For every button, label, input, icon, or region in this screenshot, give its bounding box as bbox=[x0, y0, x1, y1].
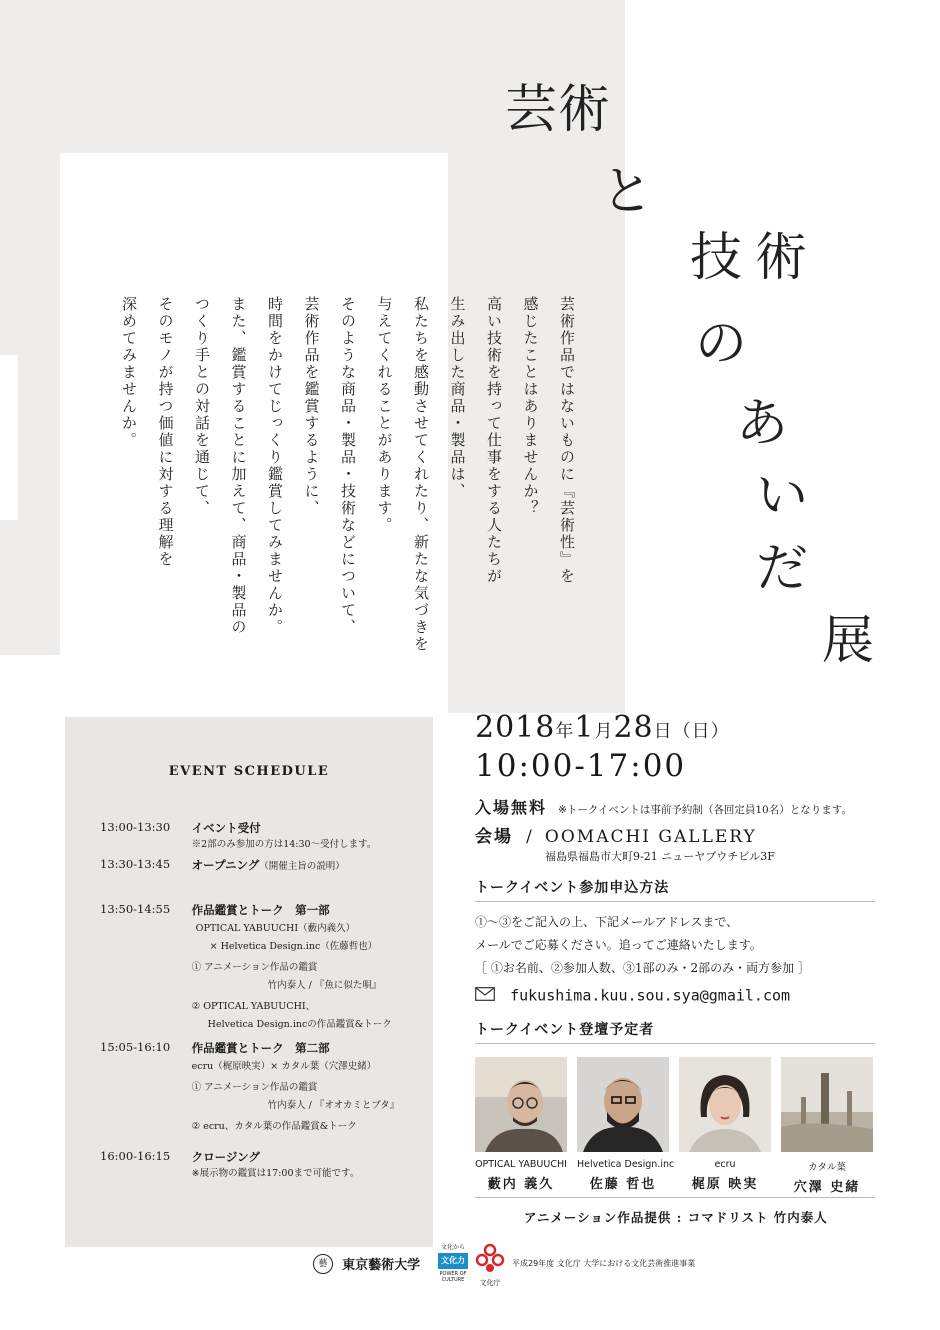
agency-emblem-icon bbox=[473, 1242, 507, 1274]
schedule-note: ※2部のみ参加の方は14:30～受付します。 bbox=[191, 839, 377, 850]
bunkaryoku-logo bbox=[438, 1242, 468, 1296]
intro-line: 時間をかけてじっくり鑑賞してみませんか。 bbox=[266, 296, 284, 636]
bunkaryoku-logo-mark: 文化力 bbox=[438, 1253, 468, 1269]
admission-note: ※トークイベントは事前予約制（各回定員10名）となります。 bbox=[558, 804, 852, 816]
program-name: 平成29年度 文化庁 大学における文化芸術推進事業 bbox=[512, 1259, 696, 1268]
schedule-detail: 竹内泰人 / 『オオカミとブタ』 bbox=[267, 1100, 400, 1111]
schedule-detail: OPTICAL YABUUCHI（藪内義久） bbox=[195, 923, 356, 934]
schedule-title: 作品鑑賞とトーク 第二部 bbox=[191, 1041, 330, 1055]
schedule-detail: ① アニメーション作品の鑑賞 bbox=[191, 1082, 318, 1093]
speaker-photo bbox=[781, 1057, 873, 1152]
schedule-title: オープニング bbox=[191, 858, 260, 872]
intro-line: 高い技術を持って仕事をする人たちが bbox=[485, 296, 503, 585]
intro-line: 感じたことはありませんか？ bbox=[521, 296, 540, 517]
intro-line: そのような商品・製品・技術などについて、 bbox=[339, 296, 357, 636]
schedule-row bbox=[100, 857, 345, 873]
schedule-time: 13:30-13:45 bbox=[100, 857, 171, 871]
speaker-name: 藪内 義久 bbox=[487, 1177, 555, 1192]
schedule-row bbox=[100, 1149, 359, 1179]
schedule-time: 13:50-14:55 bbox=[100, 902, 171, 916]
venue-separator: / bbox=[526, 827, 532, 847]
university-name: 東京藝術大学 bbox=[342, 1258, 421, 1273]
agency-name: 文化庁 bbox=[479, 1279, 501, 1287]
intro-line: 芸術作品を鑑賞するように、 bbox=[302, 296, 321, 517]
title-char: 展 bbox=[822, 611, 875, 671]
speaker-name: 佐藤 哲也 bbox=[589, 1177, 657, 1192]
schedule-time: 15:05-16:10 bbox=[100, 1040, 171, 1054]
event-schedule-panel bbox=[65, 717, 433, 1247]
speaker-name: 梶原 映実 bbox=[691, 1177, 759, 1192]
schedule-detail: × Helvetica Design.inc（佐藤哲也） bbox=[209, 941, 378, 952]
speaker-org: Helvetica Design.inc bbox=[577, 1159, 675, 1170]
speaker-name: 穴澤 史緒 bbox=[793, 1180, 861, 1195]
speakers-heading: トークイベント登壇予定者 bbox=[475, 1022, 655, 1038]
venue bbox=[475, 822, 757, 847]
venue-label: 会場 bbox=[475, 827, 513, 847]
speaker-card bbox=[781, 1057, 873, 1195]
bunkaryoku-logo-bottom: POWER OF CULTURE bbox=[439, 1271, 467, 1283]
schedule-detail: ② OPTICAL YABUUCHI、 bbox=[191, 1001, 316, 1012]
admission bbox=[475, 795, 852, 818]
intro-line: 私たちを感動させてくれたり、新たな気づきを bbox=[412, 296, 430, 653]
date-month: 1 bbox=[574, 710, 595, 745]
divider bbox=[475, 1197, 875, 1198]
speaker-org: ecru bbox=[714, 1159, 736, 1170]
intro-line: そのモノが持つ価値に対する理解を bbox=[156, 296, 175, 568]
apply-heading: トークイベント参加申込方法 bbox=[475, 880, 670, 896]
schedule-time: 16:00-16:15 bbox=[100, 1149, 171, 1163]
schedule-detail: ② ecru、カタル葉の作品鑑賞&トーク bbox=[191, 1121, 357, 1132]
title-char: 術 bbox=[558, 80, 611, 140]
divider bbox=[475, 901, 875, 902]
schedule-row bbox=[100, 902, 392, 1033]
intro-line: 深めてみませんか。 bbox=[120, 296, 138, 449]
speaker-card bbox=[475, 1057, 567, 1192]
email-contact bbox=[475, 985, 790, 1005]
date-year-unit: 年 bbox=[555, 721, 575, 742]
intro-line: つくり手との対話を通じて、 bbox=[193, 296, 211, 517]
schedule-title: クロージング bbox=[191, 1150, 260, 1164]
date-weekday: （日） bbox=[672, 721, 730, 742]
title-char: 芸 bbox=[505, 80, 558, 140]
apply-line: ①～③をご記入の上、下記メールアドレスまで、 bbox=[475, 915, 739, 929]
admission-label: 入場無料 bbox=[475, 798, 548, 817]
divider bbox=[475, 1043, 875, 1044]
intro-line: 与えてくれることがあります。 bbox=[375, 296, 394, 534]
speaker-org: OPTICAL YABUUCHI bbox=[475, 1159, 567, 1170]
intro-text bbox=[111, 296, 586, 696]
speaker-card bbox=[577, 1057, 675, 1192]
bunkaryoku-logo-top: 文化から bbox=[440, 1244, 465, 1251]
email-address[interactable]: fukushima.kuu.sou.sya@gmail.com bbox=[510, 986, 791, 1005]
event-time: 10:00-17:00 bbox=[475, 748, 687, 784]
schedule-detail: ① アニメーション作品の鑑賞 bbox=[191, 962, 318, 973]
speaker-card bbox=[679, 1057, 771, 1192]
schedule-row bbox=[100, 820, 376, 850]
title-char: 技 bbox=[690, 228, 743, 288]
agency-logo bbox=[473, 1242, 507, 1296]
university-logo bbox=[313, 1253, 420, 1275]
event-date bbox=[475, 710, 730, 745]
title-char: と bbox=[601, 162, 654, 222]
schedule-title: 作品鑑賞とトーク 第一部 bbox=[191, 903, 330, 917]
date-day: 28 bbox=[613, 710, 654, 745]
speaker-org: カタル葉 bbox=[807, 1162, 846, 1173]
date-year: 2018 bbox=[475, 710, 556, 745]
schedule-row bbox=[100, 1040, 399, 1135]
animation-credit: アニメーション作品提供 : コマドリスト 竹内泰人 bbox=[524, 1210, 828, 1225]
intro-line: また、鑑賞することに加えて、商品・製品の bbox=[229, 296, 248, 636]
title-char: あ bbox=[736, 394, 789, 454]
schedule-title: イベント受付 bbox=[191, 821, 261, 835]
schedule-detail: Helvetica Design.incの作品鑑賞&トーク bbox=[207, 1019, 392, 1030]
intro-line: 生み出した商品・製品は、 bbox=[448, 296, 467, 500]
intro-line: 芸術作品ではないものに『芸術性』を bbox=[558, 296, 576, 585]
schedule-detail: 竹内泰人 / 『魚に似た唄』 bbox=[267, 980, 382, 991]
speaker-photo bbox=[577, 1057, 669, 1152]
bg-gray-block-left-lower bbox=[0, 520, 40, 655]
title-char: の bbox=[695, 314, 748, 374]
title-char: い bbox=[756, 466, 809, 526]
venue-name: OOMACHI GALLERY bbox=[544, 827, 757, 847]
apply-line: メールでご応募ください。追ってご連絡いたします。 bbox=[475, 938, 762, 952]
title-char: 術 bbox=[755, 228, 808, 288]
title-char: だ bbox=[756, 539, 809, 599]
speaker-photo bbox=[475, 1057, 567, 1152]
speaker-photo bbox=[679, 1057, 771, 1152]
schedule-detail: ecru（梶原映実）× カタル葉（穴澤史緒） bbox=[191, 1061, 377, 1072]
schedule-note: ※展示物の鑑賞は17:00まで可能です。 bbox=[191, 1168, 360, 1179]
mail-icon bbox=[475, 986, 495, 1005]
schedule-time: 13:00-13:30 bbox=[100, 820, 171, 834]
schedule-title-note: （開催主旨の説明） bbox=[259, 861, 345, 872]
schedule-heading: EVENT SCHEDULE bbox=[168, 764, 330, 779]
date-month-unit: 月 bbox=[594, 721, 614, 742]
venue-address: 福島県福島市大町9-21 ニューヤブウチビル3F bbox=[545, 850, 775, 863]
date-day-unit: 日 bbox=[653, 721, 673, 742]
apply-line: ［ ①お名前、②参加人数、③1部のみ・2部のみ・両方参加 ］ bbox=[475, 961, 810, 975]
university-emblem-icon: 藝 bbox=[313, 1254, 333, 1274]
